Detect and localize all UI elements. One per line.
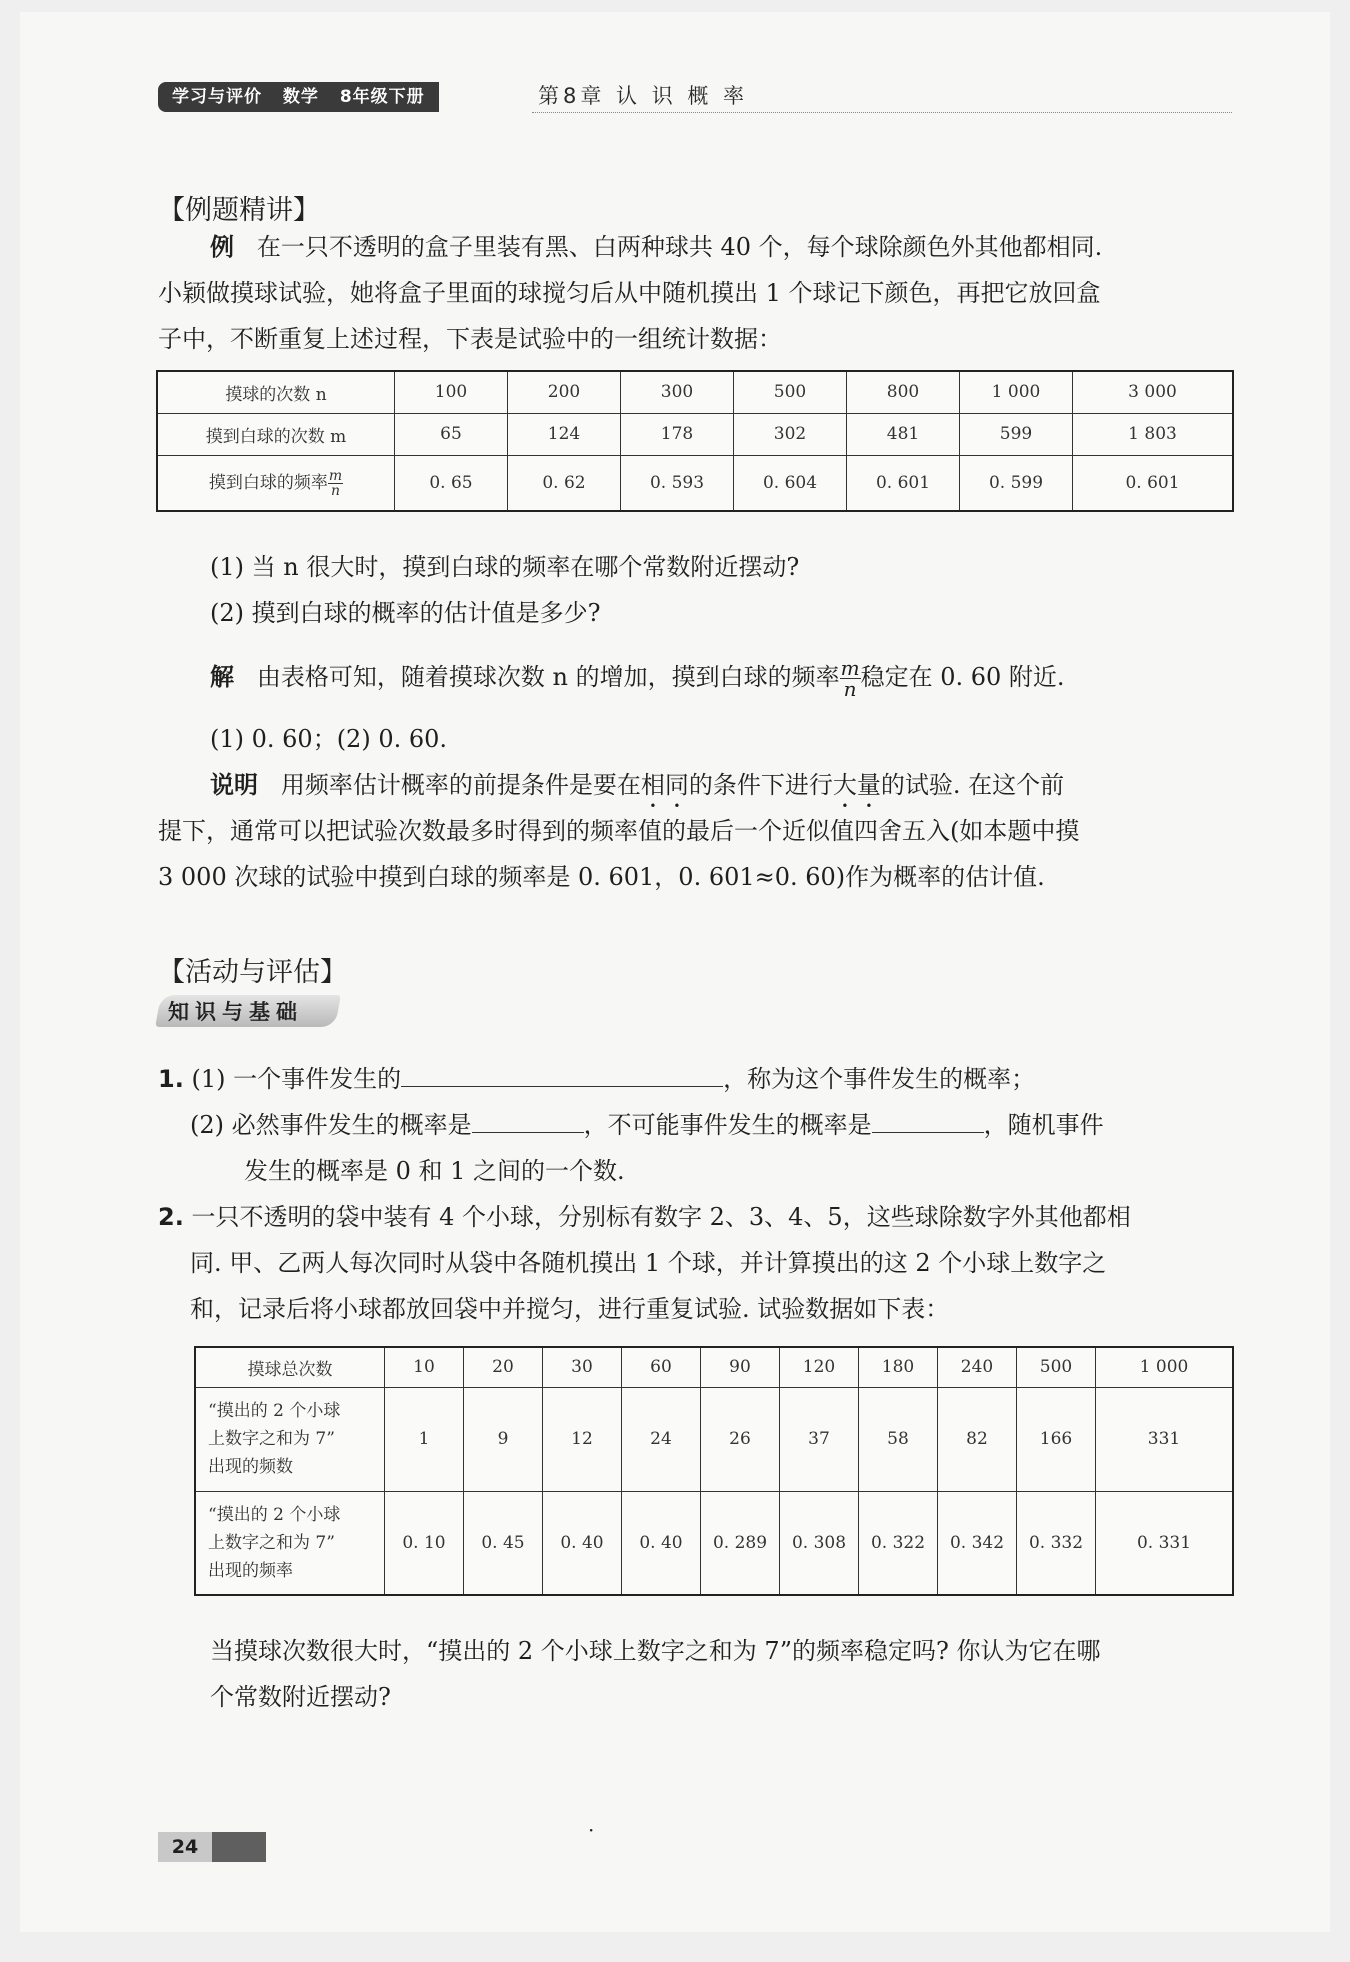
question-2: (2) 摸到白球的概率的估计值是多少?	[210, 599, 601, 627]
table-cell: 0. 332	[1017, 1491, 1096, 1595]
table-cell: 481	[847, 413, 960, 455]
fraction-m-over-n	[328, 469, 343, 498]
question-line-2: 个常数附近摆动?	[210, 1683, 391, 1711]
fraction-denominator: n	[843, 677, 857, 701]
problem-text: ，称为这个事件发生的概率；	[723, 1065, 1036, 1093]
problem-text: ，随机事件	[983, 1111, 1104, 1139]
problem-text: 一只不透明的袋中装有 4 个小球，分别标有数字 2、3、4、5，这些球除数字外其他都相	[191, 1203, 1131, 1231]
table-cell: 1 000	[1096, 1347, 1234, 1387]
table-cell: 0. 10	[385, 1491, 464, 1595]
problem-2-line-3: 和，记录后将小球都放回袋中并搅匀，进行重复试验. 试验数据如下表：	[190, 1295, 950, 1323]
table-cell: 60	[622, 1347, 701, 1387]
solution	[210, 658, 1065, 699]
problem-number: 1.	[158, 1065, 184, 1093]
emphasis-large: 大量	[832, 771, 881, 799]
table-cell: 82	[938, 1387, 1017, 1491]
question-1: (1) 当 n 很大时，摸到白球的频率在哪个常数附近摆动?	[210, 553, 800, 581]
fraction-numerator: m	[840, 656, 860, 680]
table-cell: 331	[1096, 1387, 1234, 1491]
table-cell: 10	[385, 1347, 464, 1387]
problem-2-line-1	[158, 1200, 1131, 1234]
table-cell: 65	[395, 413, 508, 455]
label-line: “摸出的 2 个小球	[208, 1401, 341, 1421]
table-cell: 12	[543, 1387, 622, 1491]
table-cell: 0. 593	[621, 455, 734, 511]
table-cell: 1 803	[1073, 413, 1234, 455]
row-label-frequency	[157, 455, 395, 511]
table-cell: 302	[734, 413, 847, 455]
table-row	[157, 413, 1233, 455]
fraction-m-over-n	[840, 658, 861, 699]
table-cell: 0. 322	[859, 1491, 938, 1595]
row-label-count	[195, 1387, 385, 1491]
row-label-m: 摸到白球的次数 m	[157, 413, 395, 455]
label-line: 上数字之和为 7”	[208, 1429, 335, 1449]
table-cell: 200	[508, 371, 621, 413]
answer-blank[interactable]	[872, 1108, 984, 1133]
footer-dot: ·	[588, 1818, 595, 1842]
table-cell: 1	[385, 1387, 464, 1491]
example-text-1: 在一只不透明的盒子里装有黑、白两种球共 40 个，每个球除颜色外其他都相同.	[256, 233, 1103, 261]
fraction-numerator: m	[328, 467, 343, 484]
table-cell: 240	[938, 1347, 1017, 1387]
row-label-text: 摸到白球的频率	[208, 472, 328, 493]
solution-text-post: 稳定在 0. 60 附近.	[860, 663, 1065, 691]
example-intro-1	[210, 230, 1102, 264]
table-cell: 26	[701, 1387, 780, 1491]
table-cell: 500	[1017, 1347, 1096, 1387]
note-line-3: 3 000 次球的试验中摸到白球的频率是 0. 601，0. 601≈0. 60)作为概率的估计值.	[158, 863, 1045, 891]
table-cell: 180	[859, 1347, 938, 1387]
table-cell: 58	[859, 1387, 938, 1491]
table-cell: 300	[621, 371, 734, 413]
table-cell: 90	[701, 1347, 780, 1387]
problem-1b	[190, 1108, 1104, 1142]
table-cell: 120	[780, 1347, 859, 1387]
solution-text-pre: 由表格可知，随着摸球次数 n 的增加，摸到白球的频率	[256, 663, 840, 691]
table-cell: 30	[543, 1347, 622, 1387]
table-cell: 0. 40	[543, 1491, 622, 1595]
note-text: 的条件下进行	[688, 771, 833, 799]
table-cell: 0. 45	[464, 1491, 543, 1595]
label-line: 出现的频率	[208, 1560, 293, 1581]
note-line-2: 提下，通常可以把试验次数最多时得到的频率值的最后一个近似值四舍五入(如本题中摸	[158, 817, 1080, 845]
solution-label: 解	[210, 663, 234, 691]
problem-1c: 发生的概率是 0 和 1 之间的一个数.	[244, 1157, 625, 1185]
table-row	[157, 371, 1233, 413]
table-cell: 599	[960, 413, 1073, 455]
chapter-title: 第8章 认 识 概 率	[538, 84, 749, 108]
table-cell: 178	[621, 413, 734, 455]
table-cell: 124	[508, 413, 621, 455]
table-cell: 500	[734, 371, 847, 413]
label-line: 上数字之和为 7”	[208, 1532, 335, 1553]
answer-blank[interactable]	[472, 1108, 584, 1133]
row-label-n: 摸球的次数 n	[157, 371, 395, 413]
header-rule	[532, 112, 1232, 113]
example-section-title: 【例题精讲】	[158, 195, 320, 226]
table-cell: 37	[780, 1387, 859, 1491]
label-line: “摸出的 2 个小球	[208, 1504, 341, 1525]
table-cell: 20	[464, 1347, 543, 1387]
table-cell: 0. 308	[780, 1491, 859, 1595]
problem-1a	[158, 1062, 1035, 1096]
problem-text: ，不可能事件发生的概率是	[583, 1111, 872, 1139]
example-intro-3: 子中，不断重复上述过程，下表是试验中的一组统计数据：	[158, 325, 782, 353]
table-cell: 9	[464, 1387, 543, 1491]
header-label: 摸球总次数	[195, 1347, 385, 1387]
table-row	[157, 455, 1233, 511]
question-line-1: 当摸球次数很大时，“摸出的 2 个小球上数字之和为 7”的频率稳定吗? 你认为它在哪	[210, 1637, 1101, 1665]
knowledge-banner-label: 知识与基础	[168, 1000, 303, 1024]
table-cell: 0. 342	[938, 1491, 1017, 1595]
table-cell: 0. 289	[701, 1491, 780, 1595]
emphasis-same: 相同	[640, 771, 689, 799]
table-cell: 0. 599	[960, 455, 1073, 511]
table-cell: 0. 601	[847, 455, 960, 511]
example-label: 例	[210, 233, 234, 261]
table-cell: 0. 331	[1096, 1491, 1234, 1595]
experiment-table	[194, 1346, 1234, 1596]
note-text: 的试验. 在这个前	[880, 771, 1065, 799]
page-number-bar	[212, 1832, 266, 1862]
example-table	[156, 370, 1234, 512]
note-label: 说明	[210, 771, 258, 799]
table-cell: 166	[1017, 1387, 1096, 1491]
table-cell: 0. 604	[734, 455, 847, 511]
note-line-1	[210, 768, 1064, 813]
table-cell: 24	[622, 1387, 701, 1491]
table-row	[195, 1347, 1233, 1387]
row-label-frequency	[195, 1491, 385, 1595]
table-cell: 3 000	[1073, 371, 1234, 413]
table-cell: 0. 601	[1073, 455, 1234, 511]
problem-2-line-2: 同. 甲、乙两人每次同时从袋中各随机摸出 1 个球，并计算摸出的这 2 个小球上数字之	[190, 1249, 1107, 1277]
fraction-denominator: n	[330, 482, 341, 499]
answers: (1) 0. 60；(2) 0. 60.	[210, 725, 448, 753]
page-number: 24	[158, 1832, 212, 1862]
label-line: 出现的频数	[208, 1457, 293, 1477]
table-row	[195, 1387, 1233, 1491]
table-cell: 1 000	[960, 371, 1073, 413]
problem-number: 2.	[158, 1203, 184, 1231]
book-header: 学习与评价 数学 8年级下册	[158, 82, 439, 112]
textbook-page	[20, 12, 1330, 1932]
table-row	[195, 1491, 1233, 1595]
table-cell: 800	[847, 371, 960, 413]
problem-text: (2) 必然事件发生的概率是	[190, 1111, 472, 1139]
table-cell: 0. 40	[622, 1491, 701, 1595]
activity-section-title: 【活动与评估】	[158, 957, 347, 988]
example-intro-2: 小颖做摸球试验，她将盒子里面的球搅匀后从中随机摸出 1 个球记下颜色，再把它放回盒	[158, 279, 1101, 307]
table-cell: 0. 62	[508, 455, 621, 511]
table-cell: 100	[395, 371, 508, 413]
problem-text: (1) 一个事件发生的	[191, 1065, 402, 1093]
note-text: 用频率估计概率的前提条件是要在	[280, 771, 641, 799]
answer-blank[interactable]	[401, 1062, 723, 1087]
table-cell: 0. 65	[395, 455, 508, 511]
